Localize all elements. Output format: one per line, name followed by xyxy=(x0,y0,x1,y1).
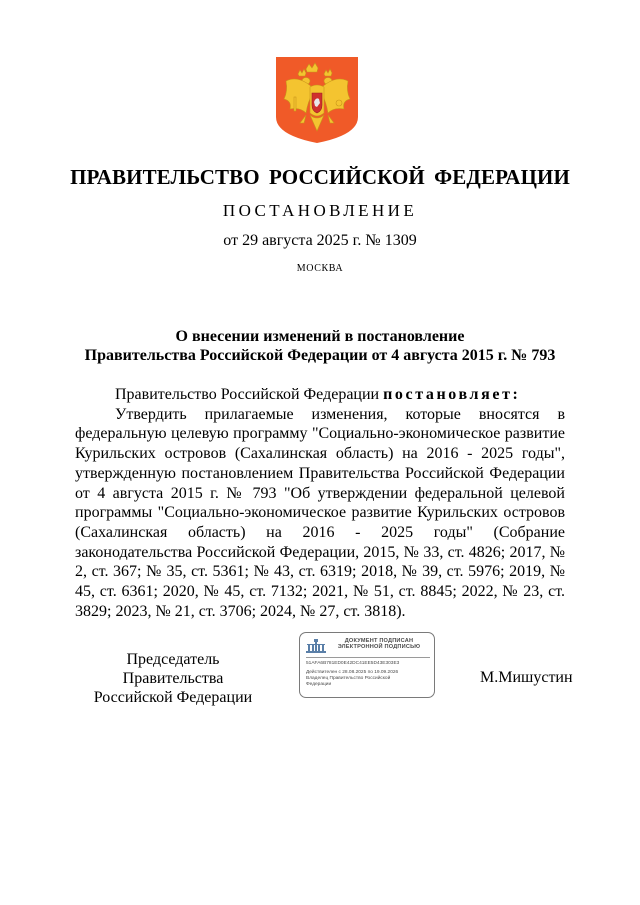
government-title: ПРАВИТЕЛЬСТВО РОССИЙСКОЙ ФЕДЕРАЦИИ xyxy=(70,165,570,189)
decree-city: МОСКВА xyxy=(296,263,344,274)
stamp-title-line-2: ЭЛЕКТРОННОЙ ПОДПИСЬЮ xyxy=(337,644,421,651)
intro-verb: постановляет: xyxy=(383,386,521,403)
stamp-title-line-1: ДОКУМЕНТ ПОДПИСАН xyxy=(344,638,414,644)
intro-paragraph xyxy=(75,385,565,405)
stamp-certificate: 51AFA6B781ED0E42DC41EE5D43E303E3 xyxy=(306,661,400,666)
position-line-1: Председатель Правительства xyxy=(122,651,224,687)
government-building-icon xyxy=(305,639,327,653)
stamp-owner-line-2: Федерации xyxy=(306,682,332,687)
decree-body xyxy=(75,385,565,621)
position-line-2: Российской Федерации xyxy=(93,689,253,706)
signatory-position xyxy=(78,650,268,707)
russian-coat-of-arms-icon xyxy=(276,57,358,143)
subject-line-1: О внесении изменений в постановление xyxy=(175,328,465,345)
electronic-signature-stamp xyxy=(299,632,435,698)
document-type: ПОСТАНОВЛЕНИЕ xyxy=(222,201,418,220)
subject-line-2: Правительства Российской Федерации от 4 августа 2015 г. № 793 xyxy=(84,347,556,364)
main-paragraph: Утвердить прилагаемые изменения, которые вносятся в федеральную целевую программу "Социально-экономическое развитие Курильских островов (Сахалинская область) на 2016 - 2025 годы", утвержденную постановлением Правительства Российской Федерации от 4 августа 2015 г. № 793 "Об утверждении федеральной целевой программы "Социально-экономическое развитие Курильских островов (Сахалинская область) на 2016 - 2025 годы" (Собрание законодательства Российской Федерации, 2015, № 33, ст. 4826; 2017, № 2, ст. 367; № 35, ст. 5361; № 43, ст. 6319; 2018, № 39, ст. 5976; 2019, № 45, ст. 6361; 2020, № 45, ст. 7132; 2021, № 51, ст. 8845; 2022, № 23, ст. 3829; 2023, № 21, ст. 3706; 2024, № 27, ст. 3818). xyxy=(75,405,565,620)
intro-lead: Правительство Российской Федерации xyxy=(115,386,384,403)
stamp-owner-line-1: Владелец Правительство Российской xyxy=(306,676,391,681)
decree-date-number: от 29 августа 2025 г. № 1309 xyxy=(223,232,417,249)
decree-subject xyxy=(0,327,640,365)
stamp-divider xyxy=(306,657,430,658)
signatory-name: М.Мишустин xyxy=(480,669,573,686)
stamp-validity: Действителен с 28.08.2025 по 19.09.2026 xyxy=(306,670,399,675)
stamp-title xyxy=(327,638,431,651)
